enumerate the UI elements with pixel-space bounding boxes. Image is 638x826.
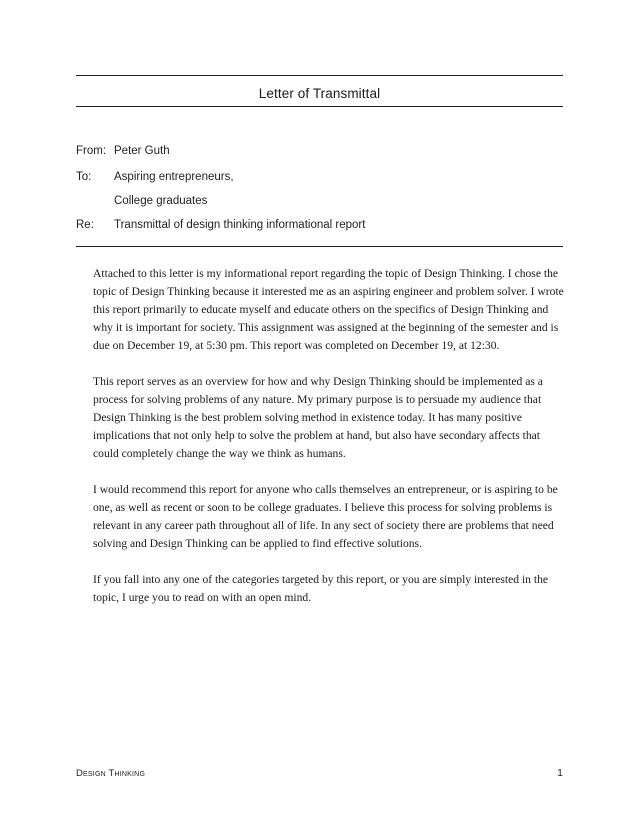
- paragraph-2: This report serves as an overview for how and why Design Thinking should be implemented as a process for solving problems of any nature. My primary purpose is to persuade my audience that Design Thinking is the best problem solving method in existence today. It has many positive implications that not only help to solve the problem at hand, but also have secondary affects that could completely change the way we think as humans.: [93, 375, 543, 460]
- to-value-line-2: College graduates: [114, 195, 208, 207]
- from-value: Peter Guth: [114, 145, 170, 157]
- title-rule: [76, 106, 563, 107]
- top-rule: [76, 75, 563, 76]
- to-value-line-1: Aspiring entrepreneurs,: [114, 171, 234, 183]
- from-label: From:: [76, 145, 107, 157]
- header-rule: [76, 246, 563, 247]
- page-title: Letter of Transmittal: [258, 86, 381, 101]
- to-label: To:: [76, 171, 92, 183]
- re-label: Re:: [76, 219, 94, 231]
- letter-body: [93, 265, 565, 625]
- page-number: 1: [557, 767, 563, 779]
- paragraph-3: I would recommend this report for anyone who calls themselves an entrepreneur, or is aspiring to be one, as well as recent or soon to be college graduates. I believe this process for solving problems is relevant in any career path throughout all of life. In any sect of society there are problems that need solving and Design Thinking can be applied to find effective solutions.: [93, 483, 558, 550]
- re-value: Transmittal of design thinking informational report: [114, 219, 366, 231]
- paragraph-1: Attached to this letter is my informational report regarding the topic of Design Thinking. I chose the topic of Design Thinking because it interested me as an aspiring engineer and problem solver. I wrote this report primarily to educate myself and educate others on the specifics of Design Thinking and why it is important for society. This assignment was assigned at the beginning of the semester and is due on December 19, at 5:30 pm. This report was completed on December 19, at 12:30.: [93, 267, 564, 352]
- paragraph-4: If you fall into any one of the categories targeted by this report, or you are simply interested in the topic, I urge you to read on with an open mind.: [93, 573, 549, 604]
- running-footer-title: Design Thinking: [76, 768, 146, 779]
